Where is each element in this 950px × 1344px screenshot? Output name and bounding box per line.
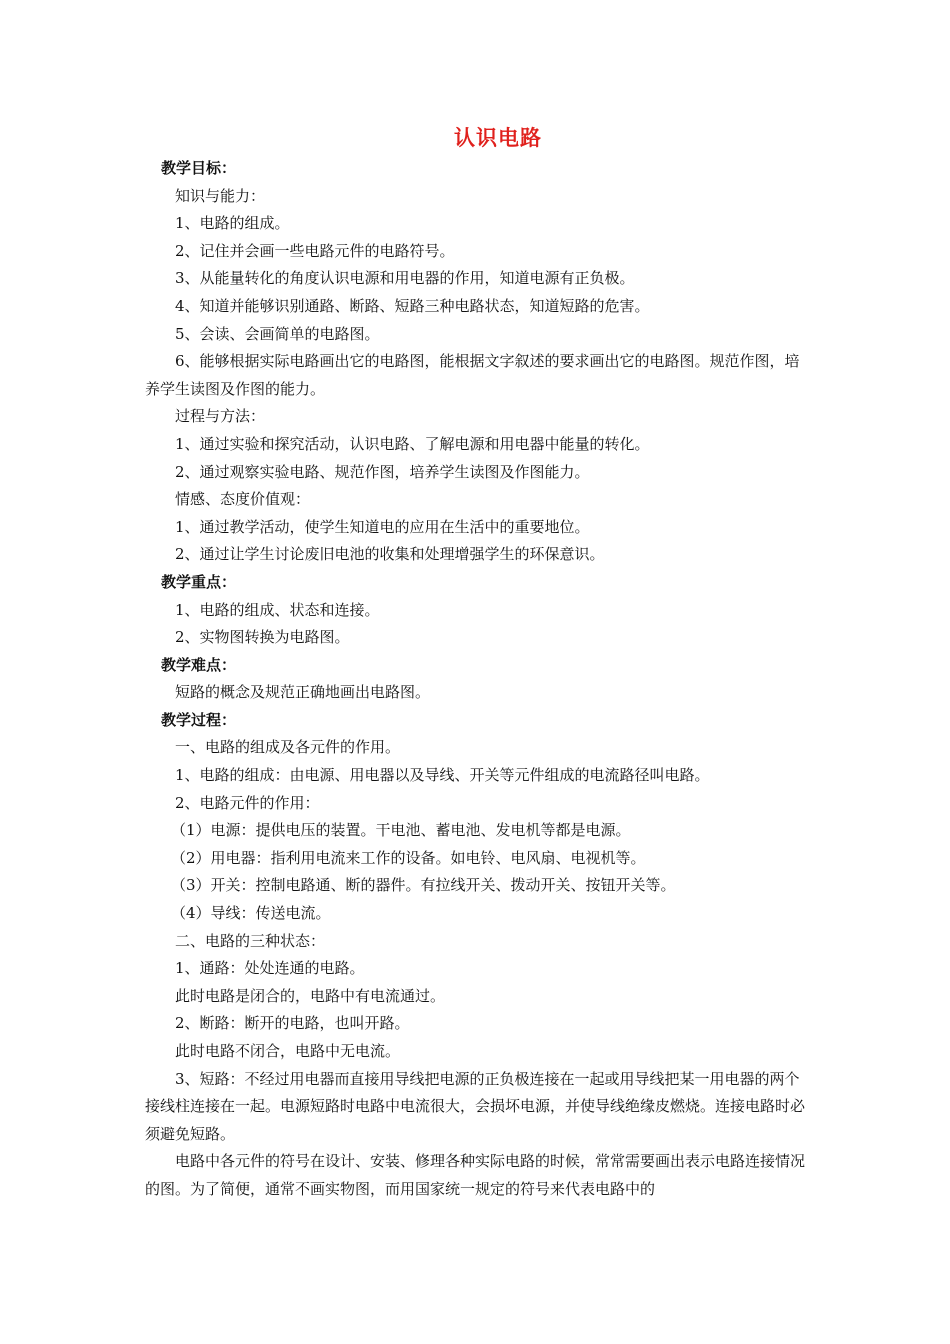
paragraph: 2、记住并会画一些电路元件的电路符号。 [175,241,455,260]
key-points-heading: 教学重点： [161,572,237,591]
paragraph: 2、实物图转换为电路图。 [175,628,350,647]
objectives-heading: 教学目标： [161,159,237,177]
paragraph: 1、电路的组成。 [175,214,290,233]
paragraph: 2、电路元件的作用： [175,793,320,812]
paragraph: 2、通过让学生讨论废旧电池的收集和处理增强学生的环保意识。 [175,545,605,564]
paragraph: 二、电路的三种状态： [175,931,326,950]
paragraph: 1、通过实验和探究活动，认识电路、了解电源和用电器中能量的转化。 [175,434,650,453]
paragraph: （2）用电器：指利用电流来工作的设备。如电铃、电风扇、电视机等。 [171,848,646,867]
paragraph: 1、电路的组成、状态和连接。 [175,600,380,619]
paragraph: 此时电路不闭合，电路中无电流。 [175,1042,401,1060]
paragraph: 3、从能量转化的角度认识电源和用电器的作用，知道电源有正负极。 [175,269,635,288]
attitude-heading: 情感、态度价值观： [175,490,311,509]
paragraph: 5、会读、会画简单的电路图。 [175,324,380,343]
paragraph: 3、短路：不经过用电器而直接用导线把电源的正负极连接在一起或用导线把某一用电器的两个接线柱连接在一起。电源短路时电路中电流很大，会损坏电源，并使导线绝缘皮燃烧。连接电路时必须避免短路。 [145,1069,806,1143]
paragraph: 1、电路的组成：由电源、用电器以及导线、开关等元件组成的电流路径叫电路。 [175,766,710,785]
document-body [145,155,810,1204]
paragraph: 2、通过观察实验电路、规范作图，培养学生读图及作图能力。 [175,462,590,481]
process-method-heading: 过程与方法： [175,407,266,426]
paragraph: 4、知道并能够识别通路、断路、短路三种电路状态，知道短路的危害。 [175,296,650,315]
paragraph: 电路中各元件的符号在设计、安装、修理各种实际电路的时候，常常需要画出表示电路连接情况的图。为了简便，通常不画实物图，而用国家统一规定的符号来代表电路中的 [145,1152,806,1198]
paragraph: 1、通过教学活动，使学生知道电的应用在生活中的重要地位。 [175,517,590,536]
paragraph: 此时电路是闭合的，电路中有电流通过。 [175,986,446,1005]
paragraph: （4）导线：传送电流。 [171,904,331,923]
paragraph: （1）电源：提供电压的装置。干电池、蓄电池、发电机等都是电源。 [171,821,631,840]
paragraph: 一、电路的组成及各元件的作用。 [175,738,401,757]
paragraph: 短路的概念及规范正确地画出电路图。 [175,683,431,702]
paragraph: （3）开关：控制电路通、断的器件。有拉线开关、拨动开关、按钮开关等。 [171,876,676,895]
paragraph: 1、通路：处处连通的电路。 [175,959,365,978]
paragraph: 6、能够根据实际电路画出它的电路图，能根据文字叙述的要求画出它的电路图。规范作图，培养学生读图及作图的能力。 [145,352,800,398]
difficulty-heading: 教学难点： [161,655,237,674]
paragraph: 2、断路：断开的电路，也叫开路。 [175,1014,410,1033]
process-heading: 教学过程： [161,710,237,729]
knowledge-heading: 知识与能力： [175,186,266,205]
page-title: 认识电路 [454,126,542,150]
